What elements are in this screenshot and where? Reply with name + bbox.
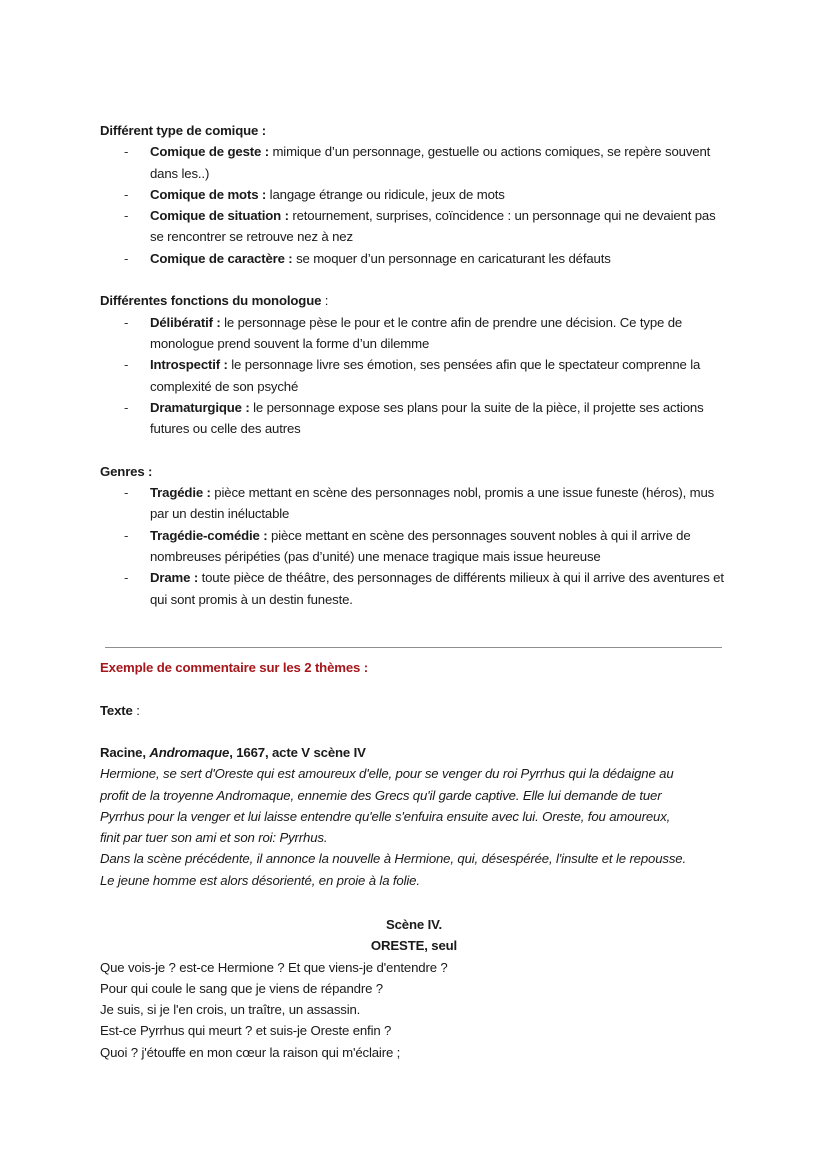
section-genres <box>100 461 728 610</box>
term-label: Dramaturgique : <box>150 399 250 415</box>
term-definition: pièce mettant en scène des personnages souvent nobles à qui il arrive de nombreuses péripéties (pas d’unité) une menace tragique mais issue heureuse <box>150 527 691 564</box>
bullet-dash: - <box>124 357 129 373</box>
summary-line: Pyrrhus pour la venger et lui laisse entendre qu'elle s'enfuira ensuite avec lui. Oreste, fou amoureux, <box>100 808 671 824</box>
section-heading-line <box>100 290 728 311</box>
horizontal-rule <box>105 647 722 648</box>
verse-line: Je suis, si je l'en crois, un traître, un assassin. <box>100 1002 361 1018</box>
term-definition: langage étrange ou ridicule, jeux de mots <box>266 186 505 202</box>
term-definition: se moquer d’un personnage en caricaturant les défauts <box>292 250 611 266</box>
bullet-dash: - <box>124 144 129 160</box>
source-author: Racine, <box>100 745 150 760</box>
bullet-list <box>100 482 728 610</box>
list-item <box>100 354 730 397</box>
verse-line: Pour qui coule le sang que je viens de répandre ? <box>100 980 383 996</box>
term-label: Comique de geste : <box>150 144 269 160</box>
bullet-dash: - <box>124 485 129 501</box>
bullet-list <box>100 141 728 269</box>
section-heading: Différentes fonctions du monologue <box>100 293 322 309</box>
scene-block <box>100 914 728 1063</box>
document-page <box>100 120 728 631</box>
list-item <box>100 205 730 248</box>
bullet-dash: - <box>124 208 129 224</box>
heading-colon: : <box>321 293 329 309</box>
verse-line: Que vois-je ? est-ce Hermione ? Et que viens-je d'entendre ? <box>100 959 448 975</box>
term-definition: retournement, surprises, coïncidence : un personnage qui ne devaient pas se rencontrer se retrouve nez à nez <box>150 208 716 245</box>
verse-line: Est-ce Pyrrhus qui meurt ? et suis-je Oreste enfin ? <box>100 1023 392 1039</box>
source-title <box>100 742 728 763</box>
source-work: Andromaque <box>149 745 230 760</box>
list-item <box>100 525 730 568</box>
scene-title: Scène IV. <box>385 917 443 932</box>
term-label: Drame : <box>150 570 199 586</box>
term-definition: le personnage expose ses plans pour la suite de la pièce, il projette ses actions futures ou celle des autres <box>150 399 704 437</box>
section-monologue <box>100 290 728 439</box>
bullet-dash: - <box>124 186 129 202</box>
summary-line: finit par tuer son ami et son roi: Pyrrhus. <box>100 830 328 846</box>
term-definition: le personnage livre ses émotion, ses pensées afin que le spectateur comprenne la complexité de son psyché <box>150 357 701 394</box>
list-item <box>100 482 730 525</box>
term-definition: le personnage pèse le pour et le contre afin de prendre une décision. Ce type de monologue prend souvent la forme d’un dilemme <box>150 314 683 351</box>
texte-label: Texte <box>100 703 133 718</box>
term-label: Délibératif : <box>150 314 221 330</box>
list-item <box>100 397 730 440</box>
term-definition: toute pièce de théâtre, des personnages de différents milieux à qui il arrive des aventures et qui sont promis à un destin funeste. <box>150 570 724 607</box>
list-item <box>100 248 730 269</box>
scene-character: ORESTE, seul <box>370 938 458 954</box>
term-label: Comique de situation : <box>150 208 289 224</box>
bullet-dash: - <box>124 527 129 543</box>
term-label: Tragédie : <box>150 485 211 501</box>
bullet-list <box>100 312 728 440</box>
texte-colon: : <box>132 703 140 718</box>
list-item <box>100 184 730 205</box>
list-item <box>100 312 730 355</box>
term-label: Comique de mots : <box>150 186 267 202</box>
section-comique <box>100 120 728 269</box>
bullet-dash: - <box>124 314 129 330</box>
source-summary <box>100 763 728 891</box>
bullet-dash: - <box>124 399 129 415</box>
list-item <box>100 567 730 610</box>
source-details: , 1667, acte V scène IV <box>229 745 366 760</box>
list-item <box>100 141 730 184</box>
term-label: Tragédie-comédie : <box>150 527 268 543</box>
summary-line: Hermione, se sert d'Oreste qui est amoureux d'elle, pour se venger du roi Pyrrhus qui la dédaigne au <box>100 766 674 782</box>
term-definition: mimique d’un personnage, gestuelle ou actions comiques, se repère souvent dans les..) <box>150 144 711 181</box>
term-label: Introspectif : <box>150 357 228 373</box>
summary-line: profit de la troyenne Andromaque, ennemie des Grecs qu'il garde captive. Elle lui demande de tuer <box>100 787 662 803</box>
source-block <box>100 742 728 891</box>
summary-line: Le jeune homme est alors désorienté, en proie à la folie. <box>100 872 420 888</box>
verse-line: Quoi ? j'étouffe en mon cœur la raison qui m'éclaire ; <box>100 1044 401 1060</box>
bullet-dash: - <box>124 570 129 586</box>
texte-label-line <box>100 700 140 721</box>
section-heading: Genres : <box>100 463 153 479</box>
summary-line: Dans la scène précédente, il annonce la nouvelle à Hermione, qui, désespérée, l'insulte et le repousse. <box>100 851 687 867</box>
term-label: Comique de caractère : <box>150 250 293 266</box>
bullet-dash: - <box>124 250 129 266</box>
example-heading: Exemple de commentaire sur les 2 thèmes : <box>100 660 368 675</box>
term-definition: pièce mettant en scène des personnages nobl, promis a une issue funeste (héros), mus par un destin inéluctable <box>150 485 715 522</box>
section-heading: Différent type de comique : <box>100 123 266 138</box>
